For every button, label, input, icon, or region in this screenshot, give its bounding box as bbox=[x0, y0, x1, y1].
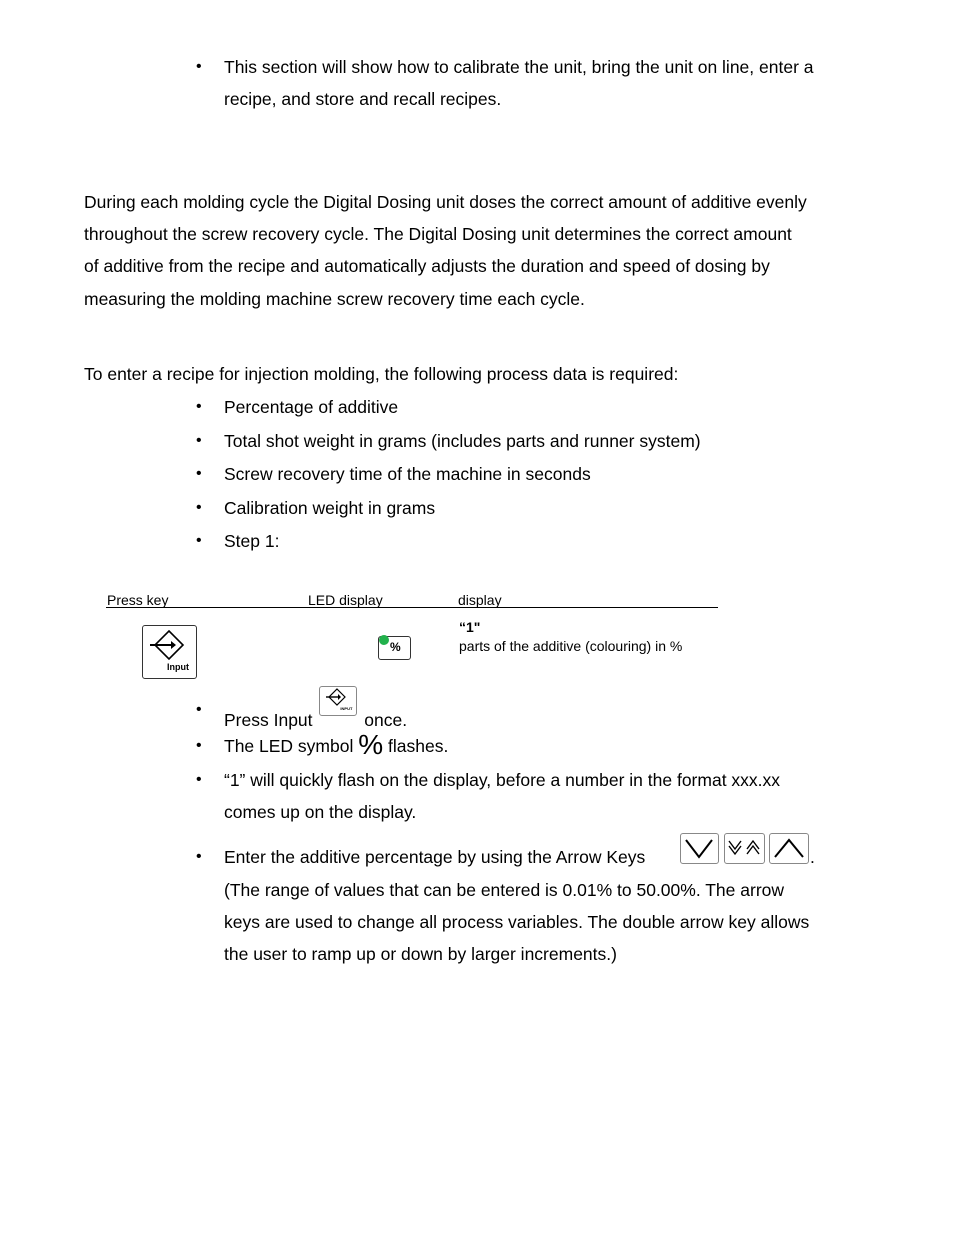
bullet-dot: • bbox=[196, 771, 202, 788]
led-green-dot bbox=[379, 635, 389, 645]
input-key-label: Input bbox=[167, 662, 189, 672]
step-range-line-3: the user to ramp up or down by larger increments.) bbox=[224, 944, 617, 964]
step-led-before: The LED symbol bbox=[224, 736, 354, 756]
step-range-line-1: (The range of values that can be entered is 0.01% to 50.00%. The arrow bbox=[224, 880, 785, 900]
step-led-symbol: % bbox=[358, 729, 384, 760]
bullet-dot: • bbox=[196, 532, 202, 549]
step-press-input bbox=[224, 700, 407, 731]
bullet-dot: • bbox=[196, 58, 202, 75]
led-display-icon bbox=[378, 636, 411, 660]
table-header-led-display: LED display bbox=[308, 592, 383, 608]
intro-line-1: This section will show how to calibrate the unit, bring the unit on line, enter a bbox=[224, 57, 814, 77]
input-key-icon bbox=[142, 625, 197, 679]
bullet-dot: • bbox=[196, 848, 202, 865]
table-header-press-key: Press key bbox=[107, 592, 169, 608]
bullet-dot: • bbox=[196, 701, 202, 718]
bullet-dot: • bbox=[196, 398, 202, 415]
paragraph-line-4: measuring the molding machine screw recovery time each cycle. bbox=[84, 289, 585, 309]
paragraph-line-2: throughout the screw recovery cycle. The Digital Dosing unit determines the correct amount bbox=[84, 224, 792, 244]
paragraph-line-3: of additive from the recipe and automatically adjusts the duration and speed of dosing by bbox=[84, 256, 770, 276]
step-arrow-after: . bbox=[810, 847, 815, 867]
arrow-up-icon bbox=[769, 833, 809, 864]
table-header-display: display bbox=[458, 592, 502, 608]
display-value: “1" bbox=[459, 619, 481, 635]
bullet-dot: • bbox=[196, 737, 202, 754]
table-header-rule bbox=[106, 607, 718, 608]
step-flash-line-2: comes up on the display. bbox=[224, 802, 417, 822]
requirement-item: Step 1: bbox=[224, 531, 280, 551]
paragraph-line-1: During each molding cycle the Digital Dosing unit doses the correct amount of additive evenly bbox=[84, 192, 807, 212]
intro-line-2: recipe, and store and recall recipes. bbox=[224, 89, 502, 109]
requirement-item: Screw recovery time of the machine in seconds bbox=[224, 464, 591, 484]
step-led-after: flashes. bbox=[388, 736, 449, 756]
requirements-intro: To enter a recipe for injection molding, the following process data is required: bbox=[84, 364, 679, 384]
led-percent-symbol: % bbox=[390, 640, 401, 654]
bullet-dot: • bbox=[196, 499, 202, 516]
step-press-before: Press Input bbox=[224, 710, 313, 730]
step-flash-line-1: “1” will quickly flash on the display, before a number in the format xxx.xx bbox=[224, 770, 781, 790]
requirement-item: Percentage of additive bbox=[224, 397, 399, 417]
bullet-dot: • bbox=[196, 432, 202, 449]
inline-input-key-icon bbox=[319, 700, 357, 730]
inline-input-key-label: INPUT bbox=[340, 706, 353, 711]
arrow-down-icon bbox=[680, 833, 719, 864]
display-description: parts of the additive (colouring) in % bbox=[459, 638, 683, 654]
double-arrow-icon bbox=[724, 833, 765, 864]
step-press-after: once. bbox=[364, 710, 408, 730]
step-arrow-before: Enter the additive percentage by using the Arrow Keys bbox=[224, 847, 646, 867]
requirement-item: Total shot weight in grams (includes parts and runner system) bbox=[224, 431, 701, 451]
requirement-item: Calibration weight in grams bbox=[224, 498, 436, 518]
step-range-line-2: keys are used to change all process variables. The double arrow key allows bbox=[224, 912, 810, 932]
bullet-dot: • bbox=[196, 465, 202, 482]
step-arrow-keys bbox=[224, 847, 645, 868]
step-led bbox=[224, 729, 449, 760]
